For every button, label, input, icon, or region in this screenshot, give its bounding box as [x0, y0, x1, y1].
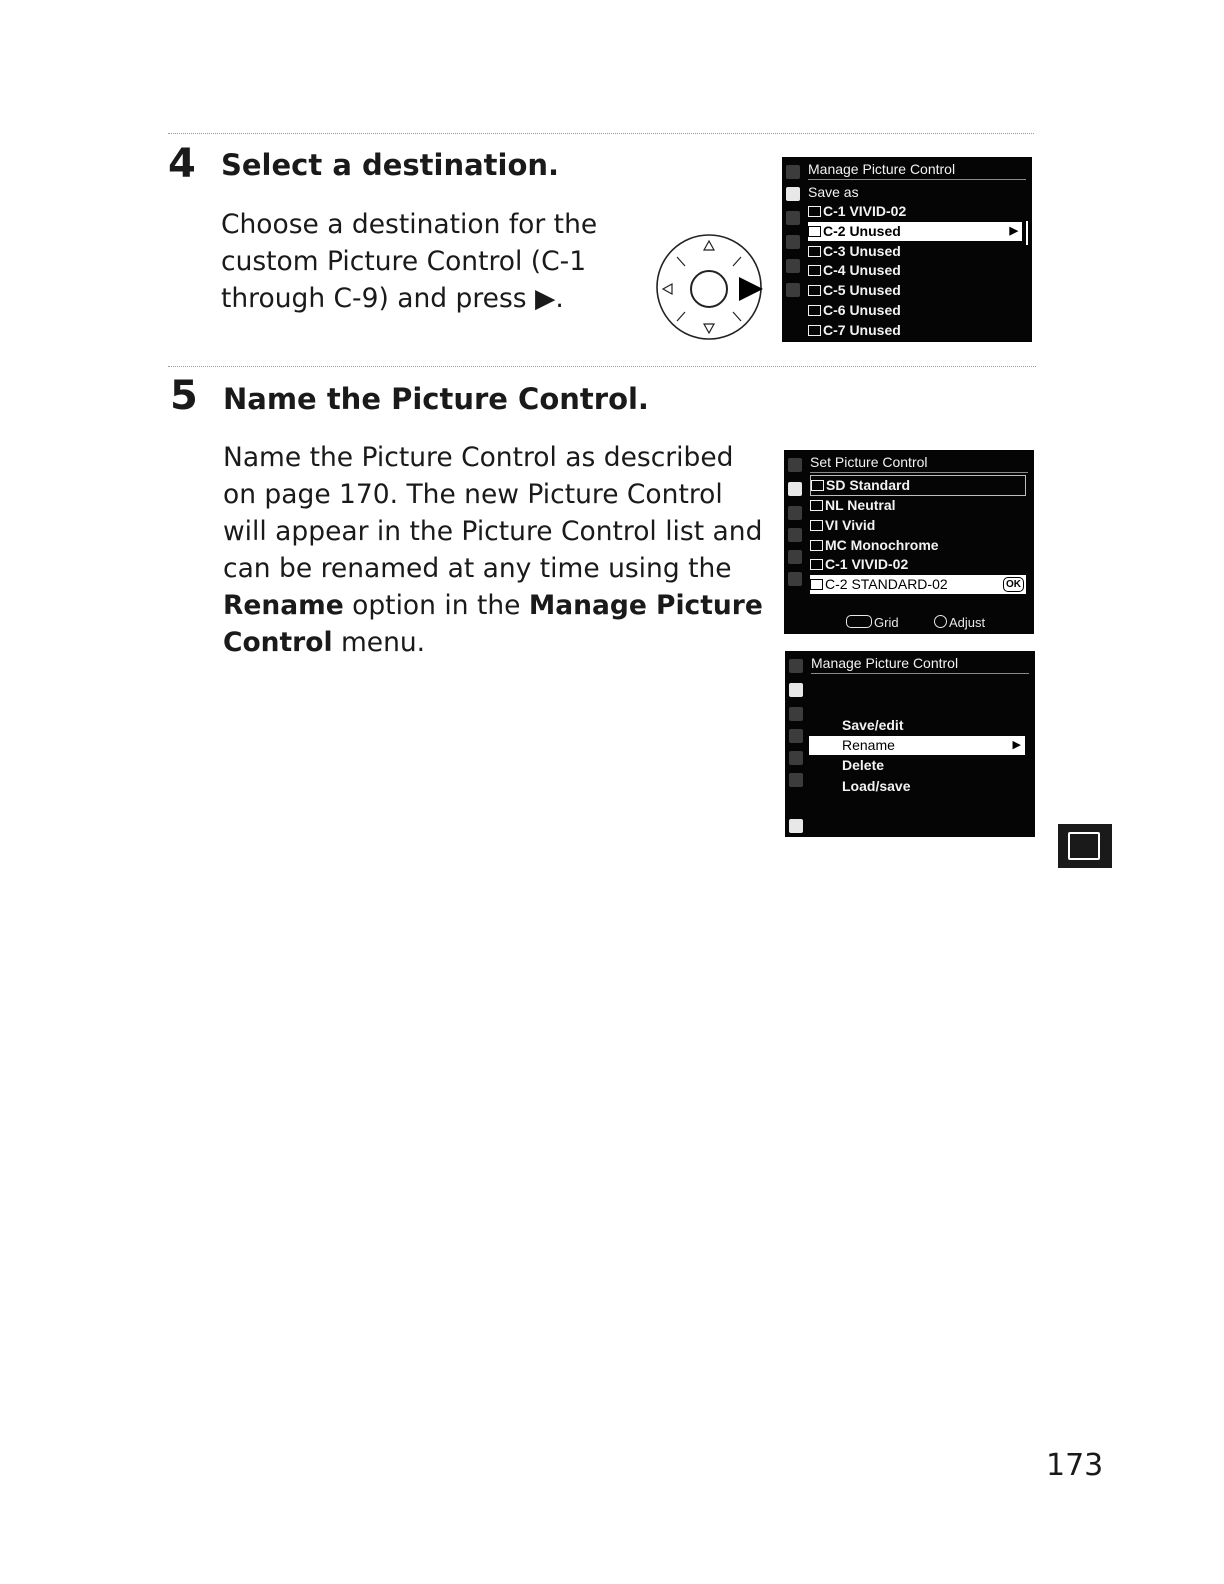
- shooting-menu-icon: [788, 482, 802, 496]
- control-term: Control: [223, 627, 333, 658]
- step-5-number: 5: [170, 373, 198, 419]
- menu-item-selected[interactable]: [808, 222, 1022, 241]
- set-picture-control-screen: [784, 450, 1034, 634]
- step-5-body-line: [223, 624, 773, 661]
- multi-selector-icon: [655, 233, 763, 341]
- picture-control-tab-icon: [1058, 824, 1112, 868]
- menu-item[interactable]: [808, 281, 1024, 300]
- picture-control-icon: [810, 500, 823, 511]
- menu-item-label: C-1 VIVID-02: [823, 203, 907, 219]
- menu-tab-sidebar: [785, 651, 807, 837]
- adjust-hint: [934, 615, 985, 631]
- picture-control-icon: [811, 480, 824, 491]
- right-arrow-icon: ▶: [1009, 225, 1018, 237]
- manage-picture-control-screen-rename: [785, 651, 1035, 837]
- menu-item-label: C-2 STANDARD-02: [825, 576, 948, 592]
- step-5-body-line: [223, 587, 773, 624]
- zoom-button-icon: [846, 615, 872, 628]
- menu-item-label: Save/edit: [842, 717, 904, 733]
- step-5-body-line: Name the Picture Control as described: [223, 442, 734, 473]
- step-4-body: [221, 206, 641, 317]
- shooting-menu-icon: [786, 187, 800, 201]
- scrollbar[interactable]: [1026, 221, 1028, 245]
- body-text-span: menu.: [332, 627, 426, 658]
- picture-control-icon: [808, 285, 821, 296]
- multi-selector-small-icon: [934, 615, 947, 628]
- picture-control-icon: [808, 206, 821, 217]
- tab-icon-frame: [1068, 832, 1100, 860]
- playback-menu-icon: [789, 659, 803, 673]
- right-arrow-icon: ▶: [1012, 739, 1021, 751]
- step-4-body-line: custom Picture Control (C-1: [221, 246, 587, 277]
- retouch-menu-icon: [786, 259, 800, 273]
- my-menu-icon: [786, 283, 800, 297]
- picture-control-icon: [810, 559, 823, 570]
- menu-item-label: C-1 VIVID-02: [825, 556, 909, 572]
- custom-settings-icon: [788, 506, 802, 520]
- menu-item-label: NL Neutral: [825, 497, 896, 513]
- menu-item[interactable]: [809, 716, 1027, 735]
- menu-item[interactable]: [808, 261, 1024, 280]
- menu-item[interactable]: [810, 516, 1026, 535]
- menu-item-label: C-3 Unused: [823, 243, 901, 259]
- menu-item-label: C-7 Unused: [823, 322, 901, 338]
- shooting-menu-icon: [789, 683, 803, 697]
- menu-item[interactable]: [808, 321, 1024, 340]
- menu-item[interactable]: [810, 555, 1026, 574]
- custom-settings-icon: [786, 211, 800, 225]
- manage-picture-control-screen-save-as: [782, 157, 1032, 342]
- menu-item[interactable]: [809, 777, 1027, 796]
- menu-item-selected[interactable]: [809, 736, 1025, 755]
- setup-menu-icon: [789, 729, 803, 743]
- menu-item[interactable]: [808, 242, 1024, 261]
- menu-item-label: Delete: [842, 757, 885, 773]
- menu-item-label: C-5 Unused: [823, 282, 901, 298]
- menu-item-selected[interactable]: [810, 575, 1026, 594]
- menu-item-label: C-4 Unused: [823, 262, 901, 278]
- grid-hint: [846, 615, 899, 631]
- step-5-body-line: will appear in the Picture Control list and: [223, 516, 763, 547]
- picture-control-icon: [808, 325, 821, 336]
- custom-settings-icon: [789, 707, 803, 721]
- section-divider-top: [168, 133, 1034, 134]
- grid-hint-label: Grid: [874, 615, 899, 630]
- picture-control-icon: [808, 226, 821, 237]
- retouch-menu-icon: [789, 751, 803, 765]
- menu-item[interactable]: [810, 475, 1026, 496]
- step-4-title: Select a destination.: [221, 148, 560, 182]
- step-5-body-line: can be renamed at any time using the: [223, 553, 732, 584]
- menu-item-label: MC Monochrome: [825, 537, 939, 553]
- playback-menu-icon: [788, 458, 802, 472]
- step-5-body: [223, 439, 773, 661]
- adjust-hint-label: Adjust: [949, 615, 986, 630]
- menu-item-label: Rename: [842, 737, 895, 753]
- manage-picture-term: Manage Picture: [528, 590, 763, 621]
- menu-item-label: SD Standard: [826, 477, 911, 493]
- step-4-number: 4: [168, 141, 196, 187]
- menu-item-label: Load/save: [842, 778, 911, 794]
- menu-item[interactable]: [808, 183, 1024, 202]
- menu-item-label: C-6 Unused: [823, 302, 901, 318]
- rename-term: Rename: [223, 590, 344, 621]
- step-4-body-line: Choose a destination for the: [221, 209, 598, 240]
- menu-item[interactable]: [808, 202, 1024, 221]
- menu-item[interactable]: [808, 301, 1024, 320]
- retouch-menu-icon: [788, 550, 802, 564]
- menu-tab-sidebar: [782, 157, 804, 342]
- picture-control-icon: [808, 305, 821, 316]
- picture-control-icon: [808, 246, 821, 257]
- step-4-body-line: through C-9) and press ▶.: [221, 283, 564, 314]
- menu-item[interactable]: [809, 756, 1027, 775]
- my-menu-icon: [788, 572, 802, 586]
- screen-title: Manage Picture Control: [811, 653, 1029, 674]
- picture-control-icon: [810, 579, 823, 590]
- body-text-span: option in the: [343, 590, 529, 621]
- setup-menu-icon: [786, 235, 800, 249]
- menu-item[interactable]: [810, 536, 1026, 555]
- ok-badge: OK: [1003, 577, 1024, 592]
- picture-control-icon: [810, 540, 823, 551]
- screen-title: Manage Picture Control: [808, 159, 1026, 180]
- menu-item-label: VI Vivid: [825, 517, 876, 533]
- help-icon: [789, 819, 803, 833]
- menu-item[interactable]: [810, 496, 1026, 515]
- picture-control-icon: [808, 265, 821, 276]
- my-menu-icon: [789, 773, 803, 787]
- menu-item-label: Save as: [808, 184, 859, 200]
- menu-tab-sidebar: [784, 450, 806, 634]
- playback-menu-icon: [786, 165, 800, 179]
- step-5-title: Name the Picture Control.: [223, 382, 649, 416]
- screen-title: Set Picture Control: [810, 452, 1028, 473]
- setup-menu-icon: [788, 528, 802, 542]
- section-divider-middle: [168, 366, 1036, 367]
- step-5-body-line: on page 170. The new Picture Control: [223, 479, 723, 510]
- menu-item-label: C-2 Unused: [823, 223, 901, 239]
- picture-control-icon: [810, 520, 823, 531]
- page-number: 173: [1046, 1448, 1104, 1483]
